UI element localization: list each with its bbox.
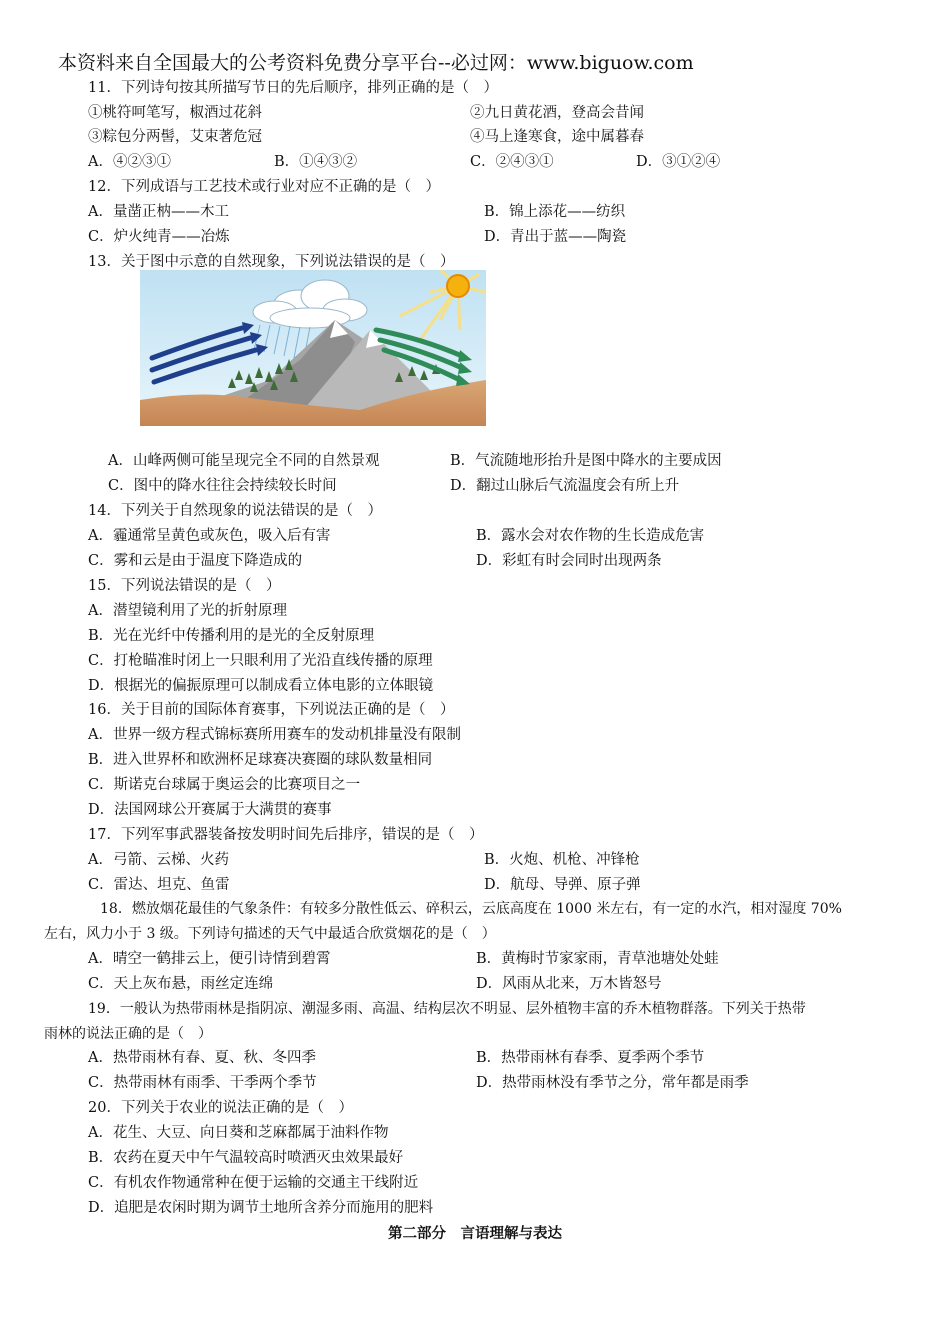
q19-stem-line1: 19．一般认为热带雨林是指阴凉、潮湿多雨、高温、结构层次不明显、层外植物丰富的乔木植物群落。下列关于热带 <box>88 1001 806 1017</box>
q18-option-c: C．天上灰布悬，雨丝定连绵 <box>88 976 274 992</box>
q17-stem: 17．下列军事武器装备按发明时间先后排序，错误的是（ ） <box>88 827 484 843</box>
q15-stem: 15．下列说法错误的是（ ） <box>88 578 281 594</box>
q18-option-a: A．晴空一鹤排云上，便引诗情到碧霄 <box>88 951 331 967</box>
q17-option-a: A．弓箭、云梯、火药 <box>88 852 229 868</box>
q16-stem: 16．关于目前的国际体育赛事，下列说法正确的是（ ） <box>88 702 455 718</box>
q13-option-c: C．图中的降水往往会持续较长时间 <box>108 478 337 494</box>
q19-option-b: B．热带雨林有春季、夏季两个季节 <box>476 1050 705 1066</box>
q20-option-a: A．花生、大豆、向日葵和芝麻都属于油料作物 <box>88 1125 389 1141</box>
q18-option-b: B．黄梅时节家家雨，青草池塘处处蛙 <box>476 951 719 967</box>
q17-option-c: C．雷达、坦克、鱼雷 <box>88 877 230 893</box>
q12-stem: 12．下列成语与工艺技术或行业对应不正确的是（ ） <box>88 179 440 195</box>
q14-option-d: D．彩虹有时会同时出现两条 <box>476 553 662 569</box>
q16-option-a: A．世界一级方程式锦标赛所用赛车的发动机排量没有限制 <box>88 727 461 743</box>
mountain-weather-figure <box>140 270 486 426</box>
q11-option-c: C．②④③① <box>470 154 554 170</box>
q19-option-a: A．热带雨林有春、夏、秋、冬四季 <box>88 1050 316 1066</box>
q15-option-b: B．光在光纤中传播利用的是光的全反射原理 <box>88 628 375 644</box>
q14-stem: 14．下列关于自然现象的说法错误的是（ ） <box>88 503 382 519</box>
q20-option-c: C．有机农作物通常种在便于运输的交通主干线附近 <box>88 1175 419 1191</box>
q11-s1: ①桃符呵笔写，椒酒过花斜 <box>88 105 262 121</box>
q17-option-d: D．航母、导弹、原子弹 <box>484 877 641 893</box>
q11-option-d: D．③①②④ <box>636 154 721 170</box>
q13-option-b: B．气流随地形抬升是图中降水的主要成因 <box>450 453 722 469</box>
q14-option-a: A．霾通常呈黄色或灰色，吸入后有害 <box>88 528 331 544</box>
q20-stem: 20．下列关于农业的说法正确的是（ ） <box>88 1100 353 1116</box>
q15-option-c: C．打枪瞄准时闭上一只眼利用了光沿直线传播的原理 <box>88 653 433 669</box>
section-title: 第二部分 言语理解与表达 <box>388 1225 562 1242</box>
q11-option-a: A．④②③① <box>88 154 171 170</box>
q19-stem-line2: 雨林的说法正确的是（ ） <box>44 1026 212 1042</box>
q19-option-d: D．热带雨林没有季节之分，常年都是雨季 <box>476 1075 749 1091</box>
q20-option-d: D．追肥是农闲时期为调节土地所含养分而施用的肥料 <box>88 1200 434 1216</box>
q11-stem: 11．下列诗句按其所描写节日的先后顺序，排列正确的是（ ） <box>88 80 498 96</box>
q12-option-d: D．青出于蓝——陶瓷 <box>484 229 627 245</box>
q14-option-b: B．露水会对农作物的生长造成危害 <box>476 528 705 544</box>
q11-s3: ③粽包分两髻，艾束著危冠 <box>88 129 262 145</box>
q13-option-a: A．山峰两侧可能呈现完全不同的自然景观 <box>108 453 380 469</box>
q12-option-a: A．量凿正枘——木工 <box>88 204 229 220</box>
q14-option-c: C．雾和云是由于温度下降造成的 <box>88 553 303 569</box>
q17-option-b: B．火炮、机枪、冲锋枪 <box>484 852 640 868</box>
q15-option-d: D．根据光的偏振原理可以制成看立体电影的立体眼镜 <box>88 678 434 694</box>
q15-option-a: A．潜望镜利用了光的折射原理 <box>88 603 287 619</box>
q19-option-c: C．热带雨林有雨季、干季两个季节 <box>88 1075 317 1091</box>
q16-option-d: D．法国网球公开赛属于大满贯的赛事 <box>88 802 332 818</box>
q16-option-b: B．进入世界杯和欧洲杯足球赛决赛圈的球队数量相同 <box>88 752 433 768</box>
q13-stem: 13．关于图中示意的自然现象，下列说法错误的是（ ） <box>88 254 455 270</box>
page-header: 本资料来自全国最大的公考资料免费分享平台--必过网：www.biguow.com <box>58 52 694 74</box>
q18-stem-line1: 18．燃放烟花最佳的气象条件：有较多分散性低云、碎积云，云底高度在 1000 米左右，有一定的水汽，相对湿度 70% <box>100 901 842 917</box>
q16-option-c: C．斯诺克台球属于奥运会的比赛项目之一 <box>88 777 361 793</box>
q11-s2: ②九日黄花酒，登高会昔闻 <box>470 105 644 121</box>
q11-option-b: B．①④③② <box>274 154 358 170</box>
q12-option-c: C．炉火纯青——冶炼 <box>88 229 230 245</box>
q11-s4: ④马上逢寒食，途中属暮春 <box>470 129 644 145</box>
q20-option-b: B．农药在夏天中午气温较高时喷洒灭虫效果最好 <box>88 1150 404 1166</box>
q13-option-d: D．翻过山脉后气流温度会有所上升 <box>450 478 680 494</box>
q12-option-b: B．锦上添花——纺织 <box>484 204 626 220</box>
q18-option-d: D．风雨从北来，万木皆怒号 <box>476 976 662 992</box>
q18-stem-line2: 左右，风力小于 3 级。下列诗句描述的天气中最适合欣赏烟花的是（ ） <box>44 926 496 942</box>
